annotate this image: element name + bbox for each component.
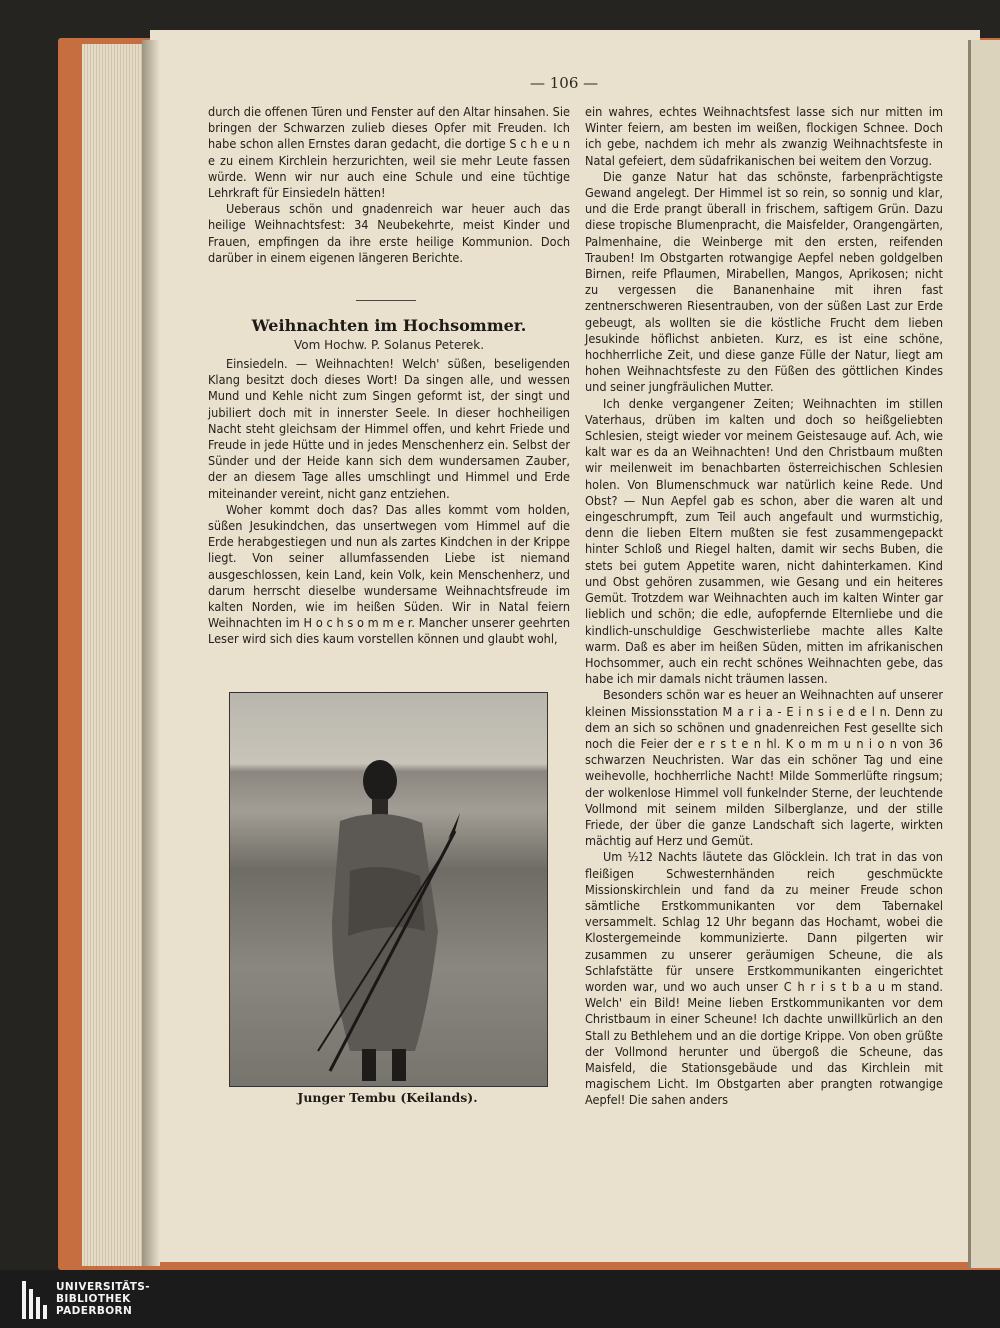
- person-figure-icon: [310, 751, 460, 1081]
- paragraph: ein wahres, echtes Weihnachtsfest lasse sich nur mitten im Winter feiern, am besten im weißen, flockigen Schnee. Doch ich gebe, nachdem ich mehr als zwanzig Weihnachtsfeste in Natal gefeiert, dem südafrikanischen bei weitem den Vorzug.: [585, 104, 943, 168]
- facing-page-edge: [968, 40, 1000, 1268]
- paragraph: durch die offenen Türen und Fenster auf den Altar hinsahen. Sie bringen der Schwarzen zulieb dieses Opfer mit Freuden. Ich habe schon allen Ernstes daran gedacht, die dortige S c h e u n e zu einem Kirchlein herzurichten, weil sie mehr Leute fassen würde. Wenn wir nur auch eine Schule und eine tüchtige Lehrkraft für Einsiedeln hätten!: [208, 104, 570, 201]
- photograph-young-tembu: [229, 692, 548, 1087]
- logo-line: PADERBORN: [56, 1305, 133, 1317]
- library-logo: [22, 1281, 150, 1319]
- article-byline: Vom Hochw. P. Solanus Peterek.: [293, 338, 485, 352]
- logo-line: BIBLIOTHEK: [56, 1293, 131, 1305]
- paragraph: Ueberaus schön und gnadenreich war heuer auch das heilige Weihnachtsfest: 34 Neubekehrte, meist Kinder und Frauen, empfingen da ihre erste heilige Kommunion. Doch darüber in einem eigenen längeren Berichte.: [208, 201, 570, 265]
- page-gutter: [142, 40, 160, 1266]
- page-number: — 106 —: [530, 74, 599, 92]
- paragraph: Um ½12 Nachts läutete das Glöcklein. Ich trat in das von fleißigen Schwesternhänden reich geschmückte Missionskirchlein und fand da zu meiner Freude schon sämtliche Erstkommunikanten vor dem Tabernakel versammelt. Schlag 12 Uhr begann das Hochamt, wobei die Klostergemeinde kommunizierte. Dann pilgerten wir zusammen zu unserer geräumigen Scheune, die als Schlafstätte für unsere Erstkommunikanten eingerichtet worden war, und wo auch unser C h r i s t b a u m stand. Welch' ein Bild! Meine lieben Erstkommunikanten vor dem Christbaum in einer Scheune! Ich dachte unwillkürlich an den Stall zu Bethlehem und an die dortige Krippe. Von oben grüßte der Vollmond herunter und übergoß die Scheune, das Maisfeld, die Stationsgebäude und das Kirchlein mit magischem Licht. Im Obstgarten aber prangten rotwangige Aepfel! Die sahen anders: [585, 849, 943, 1108]
- library-logo-text: [56, 1281, 150, 1317]
- paragraph: Woher kommt doch das? Das alles kommt vom holden, süßen Jesukindchen, das unsertwegen vom Himmel auf die Erde herabgestiegen und nun als zartes Kindchen in der Krippe liegt. Von seiner allumfassenden Liebe ist niemand ausgeschlossen, kein Land, kein Volk, kein Menschenherz, und darum herrscht dieselbe wundersame Weihnachtsfreude im kalten Norden, wie im heißen Süden. Wir in Natal feiern Weihnachten im H o c h s o m m e r. Mancher unserer geehrten Leser wird sich dies kaum vorstellen können und glaubt wohl,: [208, 501, 570, 647]
- library-logo-icon: [22, 1281, 48, 1319]
- paragraph: Einsiedeln. — Weihnachten! Welch' süßen, beseligenden Klang besitzt doch dieses Wort! Da singen alle, und wessen Mund und Kehle nicht zum Singen geformt ist, der singt und jubiliert doch mit in innerster Seele. In dieser hochheiligen Nacht steht gleichsam der Himmel offen, und kehrt Friede und Freude in jede Hütte und in jedes Menschenherz ein. Selbst der Sünder und der Heide kann sich dem wundersamen Zauber, der an diesem Tage alles umschlingt und Himmel und Erde miteinander vereint, nicht ganz entziehen.: [208, 356, 570, 501]
- left-column-top: [208, 104, 570, 266]
- logo-line: UNIVERSITÄTS-: [56, 1281, 151, 1293]
- left-column-body: [208, 356, 570, 648]
- paragraph: Besonders schön war es heuer an Weihnachten auf unserer kleinen Missionsstation M a r i a - E i n s i e d e l n. Denn zu dem an sich so schönen und gnadenreichen Fest gesellte sich noch die Feier der e r s t e n hl. K o m m u n i o n von 36 schwarzen Neuchristen. War das ein schöner Tag und eine weihevolle, hochherrliche Nacht! Milde Sommerlüfte ringsum; der wolkenlose Himmel voll funkelnder Sterne, der leuchtende Vollmond mit seinem milden Silberglanze, und der stille Friede, der über die ganze Landschaft sich lagerte, wirkten mächtig auf Herz und Gemüt.: [585, 687, 943, 849]
- right-column: [585, 104, 943, 1109]
- paragraph: Die ganze Natur hat das schönste, farbenprächtigste Gewand angelegt. Der Himmel ist so rein, so sonnig und klar, und die Erde prangt überall in frischem, saftigem Grün. Dazu diese tropische Blumenpracht, die Maisfelder, Orangengärten, Palmenhaine, die Weinberge mit den ersten, reifenden Trauben! Im Obstgarten rotwangige Aepfel neben goldgelben Birnen, reife Pflaumen, Mirabellen, Mangos, Aprikosen; nicht zu vergessen die Bananenhaine mit ihren fast zentnerschweren Riesentrauben, von der süßen Last zur Erde gebeugt, als wollten sie die köstliche Frucht dem lieben Jesukinde höflichst anbieten. Kurz, es ist eine schöne, hochherrliche Zeit, und diese ganze Fülle der Natur, liegt am hohen Weihnachtsfeste zu den Füßen des göttlichen Kindes und seiner jungfräulichen Mutter.: [585, 168, 943, 395]
- section-divider: [356, 300, 416, 301]
- article-title: Weihnachten im Hochsommer.: [251, 316, 527, 335]
- photo-caption: Junger Tembu (Keilands).: [297, 1090, 478, 1105]
- paragraph: Ich denke vergangener Zeiten; Weihnachten im stillen Vaterhaus, drüben im kalten und doch so heißgeliebten Schlesien, steigt wieder vor meinem Geistesauge auf. Ach, wie kalt war es da an Weihnachten! Und den Christbaum mußten wir meilenweit im benachbarten österreichischen Schlesien holen. Von Blumenschmuck war natürlich keine Rede. Und Obst? — Nun Aepfel gab es schon, aber die waren alt und eingeschrumpft, zum Teil auch angefault und wurmstichig, denn die lieben Eltern mußten sie fest zusammengepackt hinter Schloß und Riegel halten, damit wir sechs Buben, die stets bei gutem Appetite waren, nicht dahinterkamen. Kind und Obst gehören zusammen, wie Gesang und ein heiteres Gemüt. Trotzdem war Weihnachten auch im kalten Winter gar lieblich und schön; die edle, aufopfernde Elternliebe und die kindlich-unschuldige Geschwisterliebe machte alles Kalte warm. Daß es aber im heißen Süden, mitten im afrikanischen Hochsommer, auch ein recht schönes Weihnachten gebe, das habe ich mir damals nicht träumen lassen.: [585, 395, 943, 687]
